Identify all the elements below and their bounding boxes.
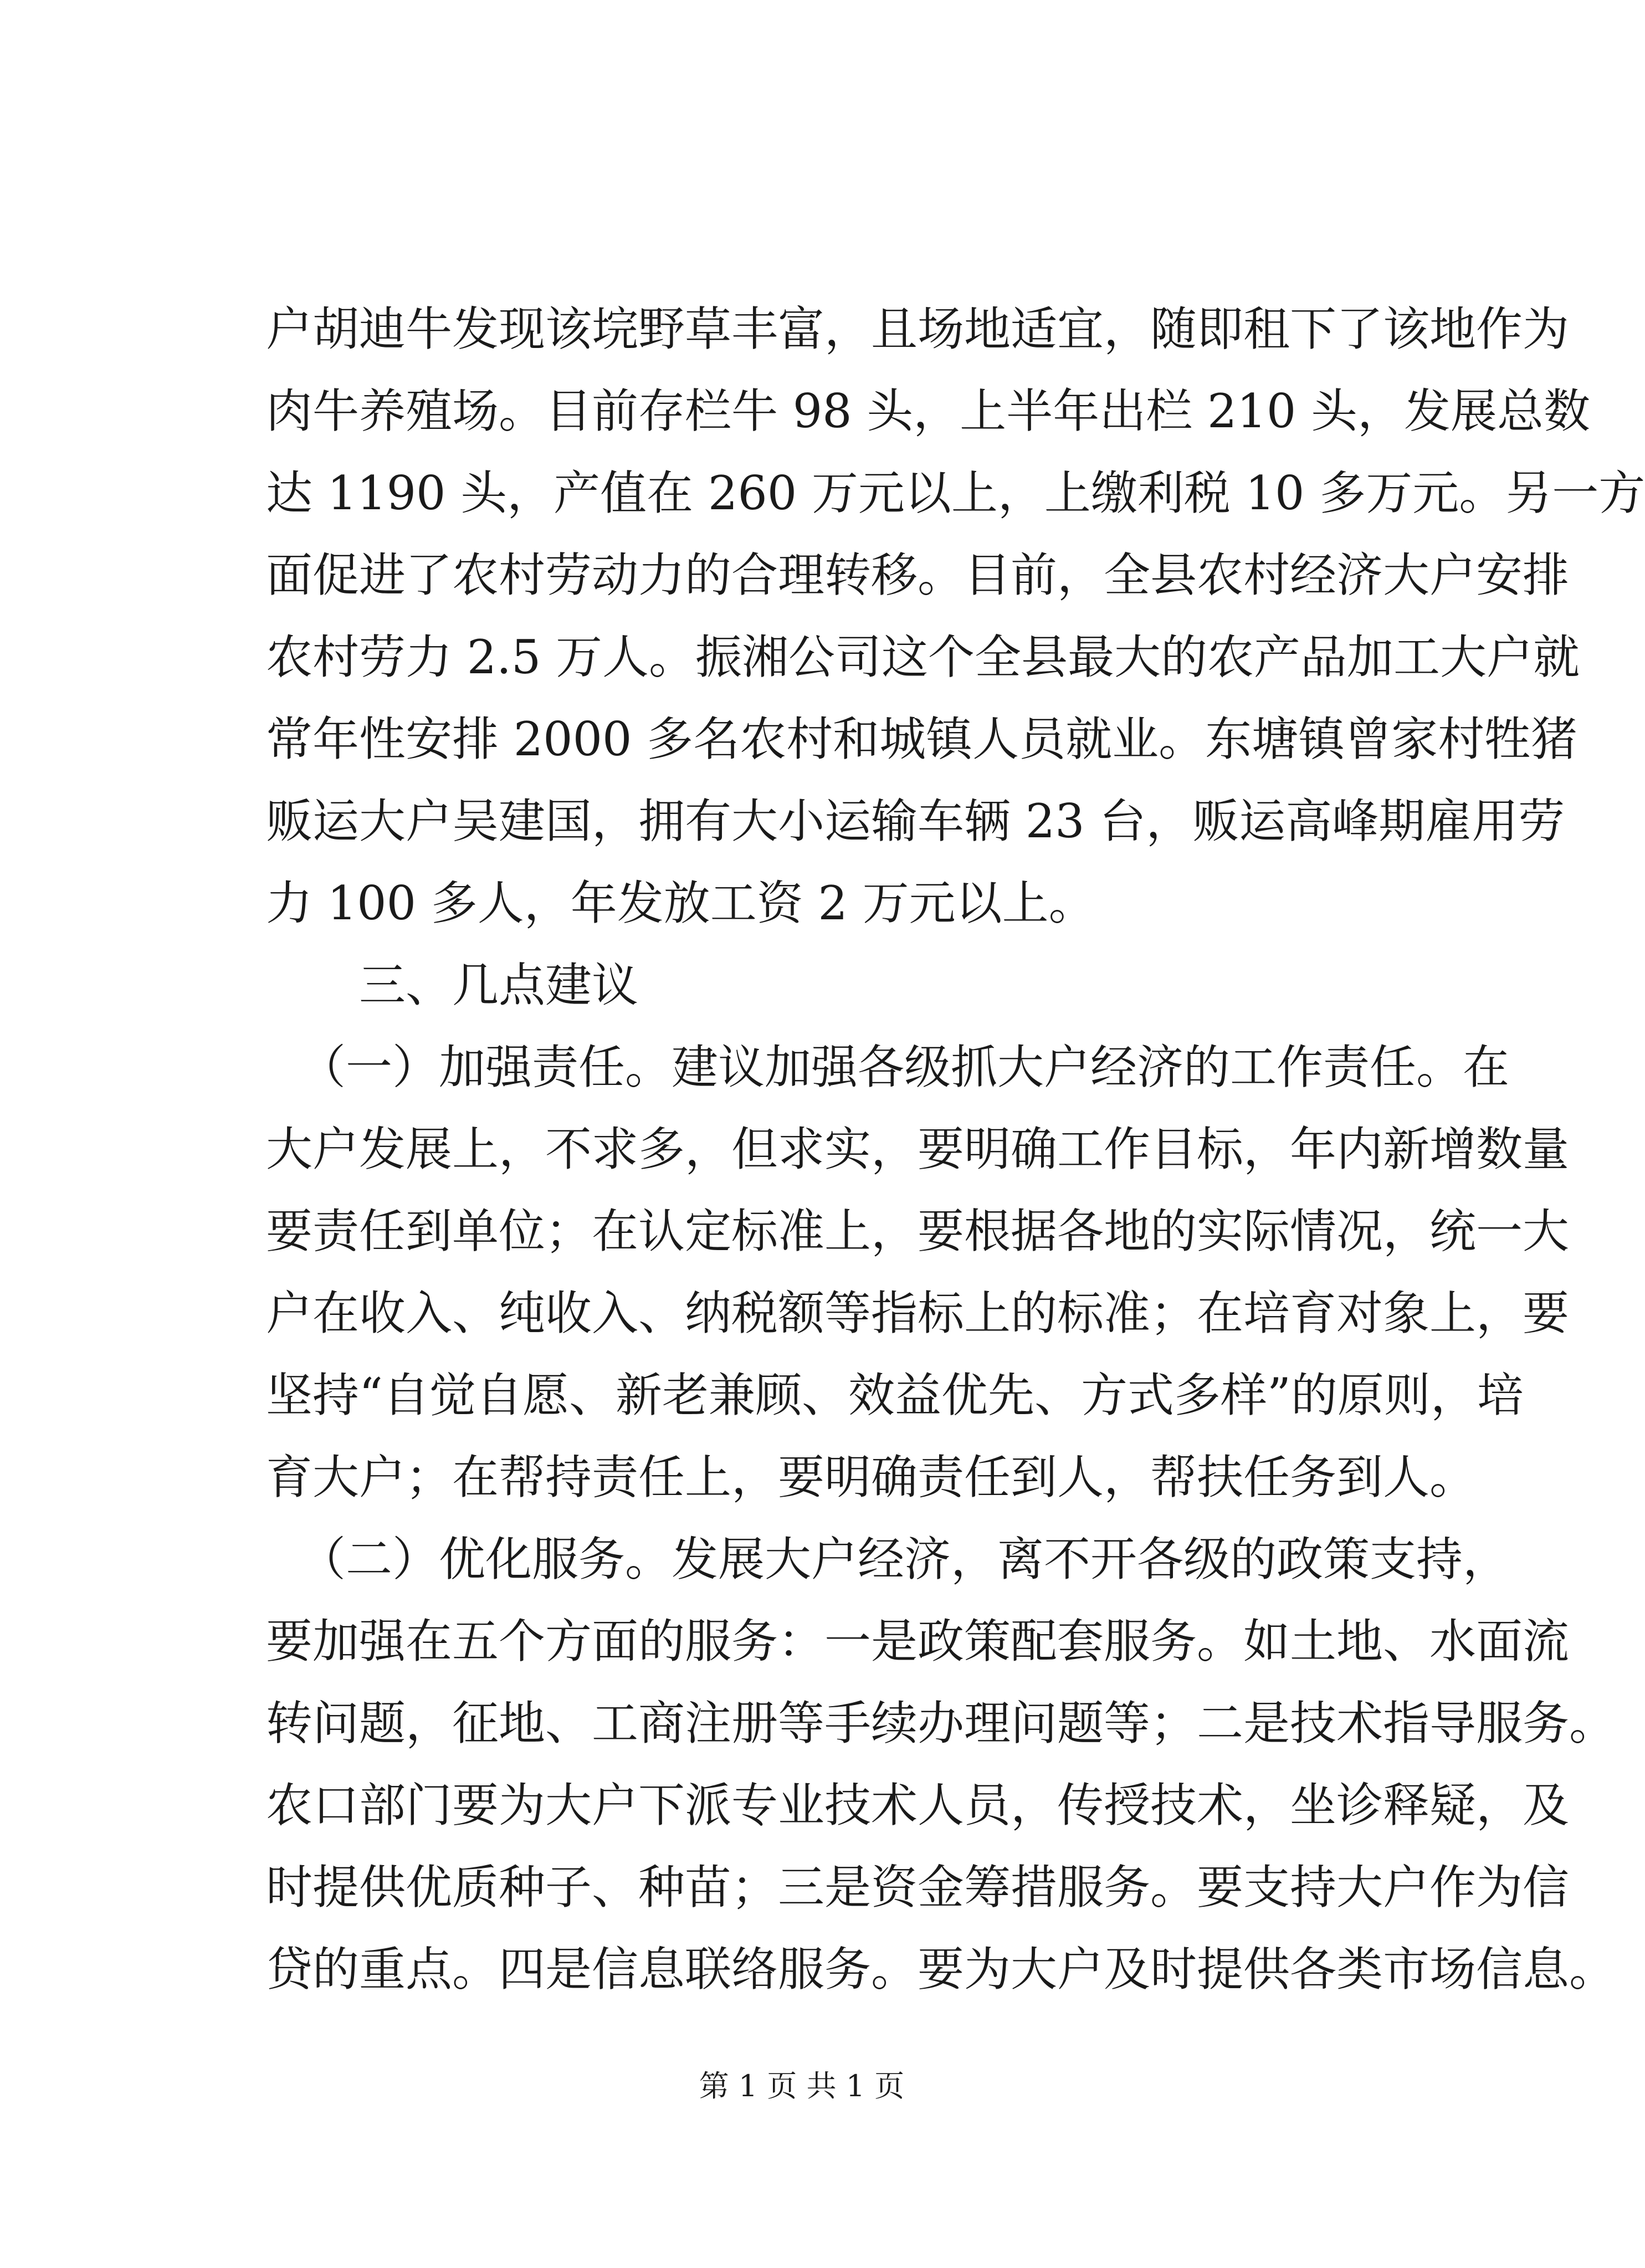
- text-line: 面促进了农村劳动力的合理转移。目前，全县农村经济大户安排: [266, 548, 1570, 602]
- text-line: 力 100 多人，年发放工资 2 万元以上。: [266, 876, 1095, 930]
- section-heading: 三、几点建议: [359, 958, 639, 1012]
- text-line: 户在收入、纯收入、纳税额等指标上的标准；在培育对象上，要: [266, 1286, 1570, 1340]
- text-line: 坚持“自觉自愿、新老兼顾、效益优先、方式多样”的原则，培: [266, 1368, 1524, 1422]
- text-line: 转问题，征地、工商注册等手续办理问题等；二是技术指导服务。: [266, 1696, 1616, 1750]
- text-line: 育大户；在帮持责任上，要明确责任到人，帮扶任务到人。: [266, 1450, 1477, 1504]
- text-line: 时提供优质种子、种苗；三是资金筹措服务。要支持大户作为信: [266, 1860, 1570, 1914]
- text-line: 要责任到单位；在认定标准上，要根据各地的实际情况，统一大: [266, 1204, 1570, 1258]
- text-line: 贩运大户吴建国，拥有大小运输车辆 23 台，贩运高峰期雇用劳: [266, 794, 1565, 848]
- paragraph-start-line: （一）加强责任。建议加强各级抓大户经济的工作责任。在: [299, 1040, 1510, 1094]
- text-line: 农口部门要为大户下派专业技术人员，传授技术，坐诊释疑，及: [266, 1778, 1570, 1832]
- text-line: 户胡迪牛发现该垸野草丰富，且场地适宜，随即租下了该地作为: [266, 302, 1570, 356]
- text-line: 农村劳力 2.5 万人。振湘公司这个全县最大的农产品加工大户就: [266, 630, 1580, 684]
- paragraph-start-line: （二）优化服务。发展大户经济，离不开各级的政策支持，: [299, 1532, 1510, 1586]
- text-line: 要加强在五个方面的服务：一是政策配套服务。如土地、水面流: [266, 1614, 1570, 1668]
- text-line: 大户发展上，不求多，但求实，要明确工作目标，年内新增数量: [266, 1122, 1570, 1176]
- text-line: 达 1190 头，产值在 260 万元以上，上缴利税 10 多万元。另一方: [266, 466, 1645, 520]
- page-footer: 第 1 页 共 1 页: [699, 2069, 905, 2103]
- text-line: 常年性安排 2000 多名农村和城镇人员就业。东塘镇曾家村牲猪: [266, 712, 1578, 766]
- text-line: 贷的重点。四是信息联络服务。要为大户及时提供各类市场信息。: [266, 1942, 1616, 1996]
- text-line: 肉牛养殖场。目前存栏牛 98 头，上半年出栏 210 头，发展总数: [266, 384, 1591, 438]
- document-body: [266, 288, 1645, 2010]
